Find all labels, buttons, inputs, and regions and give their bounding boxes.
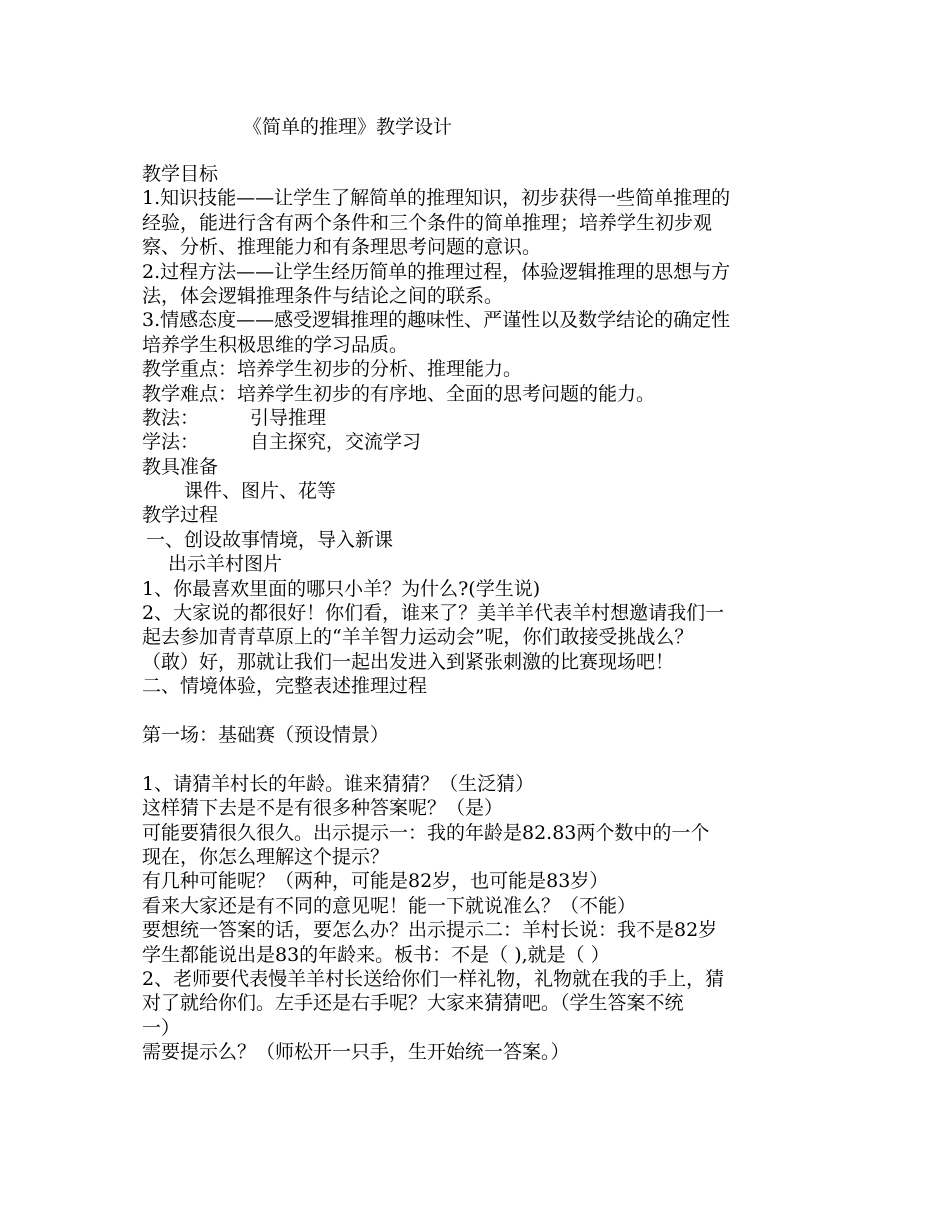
blank-line bbox=[142, 699, 814, 723]
learning-method-label: 学法： bbox=[142, 431, 200, 454]
gift-line-4: 需要提示么？（师松开一只手，生开始统一答案。） bbox=[142, 1041, 570, 1064]
question-2-line-3: （敢）好，那就让我们一起出发进入到紧张刺激的比赛现场吧！ bbox=[142, 650, 675, 673]
objective-2-line-2: 法，体会逻辑推理条件与结论之间的联系。 bbox=[142, 284, 504, 307]
guess-line-2: 这样猜下去是不是有很多种答案呢？（是） bbox=[142, 797, 504, 820]
teaching-method-row bbox=[142, 406, 814, 430]
section-1-heading: 一、创设故事情境，导入新课 bbox=[146, 528, 394, 551]
show-picture-line: 出示羊村图片 bbox=[168, 553, 283, 576]
guess-line-6: 看来大家还是有不同的意见呢！能一下就说准么？（不能） bbox=[142, 894, 637, 917]
gift-line-2: 对了就给你们。左手还是右手呢？大家来猜猜吧。（学生答案不统 bbox=[142, 992, 684, 1015]
teaching-method-value: 引导推理 bbox=[250, 406, 327, 429]
materials-heading: 教具准备 bbox=[142, 455, 219, 478]
guess-line-8: 学生都能说出是83的年龄来。板书：不是（ ),就是（ ） bbox=[142, 943, 610, 966]
question-1: 1、你最喜欢里面的哪只小羊？为什么?(学生说) bbox=[142, 577, 541, 600]
document-title: 《简单的推理》教学设计 bbox=[243, 116, 453, 138]
gift-line-3: 一） bbox=[142, 1016, 181, 1039]
guess-line-3: 可能要猜很久很久。出示提示一：我的年龄是82.83两个数中的一个 bbox=[142, 821, 710, 844]
teaching-method-label: 教法： bbox=[142, 406, 200, 429]
objective-1-line-2: 经验，能进行含有两个条件和三个条件的简单推理；培养学生初步观 bbox=[142, 211, 713, 234]
key-point: 教学重点：培养学生初步的分析、推理能力。 bbox=[142, 358, 523, 381]
difficulty: 教学难点：培养学生初步的有序地、全面的思考问题的能力。 bbox=[142, 382, 656, 405]
gift-line-1: 2、老师要代表慢羊羊村长送给你们一样礼物，礼物就在我的手上，猜 bbox=[142, 967, 725, 990]
guess-line-7: 要想统一答案的话，要怎么办？出示提示二：羊村长说：我不是82岁 bbox=[142, 919, 718, 942]
section-2-heading: 二、情境体验，完整表述推理过程 bbox=[142, 675, 428, 698]
guess-line-1: 1、请猜羊村长的年龄。谁来猜猜？（生泛猜） bbox=[142, 772, 535, 795]
objectives-heading: 教学目标 bbox=[142, 163, 219, 185]
round-1-heading: 第一场：基础赛（预设情景） bbox=[142, 723, 390, 746]
guess-line-4: 现在，你怎么理解这个提示？ bbox=[142, 845, 390, 868]
document-body bbox=[142, 162, 814, 1064]
objective-3-line-1: 3.情感态度——感受逻辑推理的趣味性、严谨性以及数学结论的确定性 bbox=[142, 309, 731, 332]
materials-list: 课件、图片、花等 bbox=[184, 480, 337, 503]
blank-line bbox=[142, 747, 814, 771]
learning-method-row bbox=[142, 430, 814, 454]
learning-method-value: 自主探究，交流学习 bbox=[250, 431, 422, 454]
objective-3-line-2: 培养学生积极思维的学习品质。 bbox=[142, 333, 409, 356]
process-heading: 教学过程 bbox=[142, 504, 219, 527]
objective-1-line-1: 1.知识技能——让学生了解简单的推理知识，初步获得一些简单推理的 bbox=[142, 187, 731, 210]
objective-2-line-1: 2.过程方法——让学生经历简单的推理过程，体验逻辑推理的思想与方 bbox=[142, 260, 731, 283]
guess-line-5: 有几种可能呢？（两种，可能是82岁，也可能是83岁） bbox=[142, 870, 609, 893]
question-2-line-1: 2、大家说的都很好！你们看，谁来了？美羊羊代表羊村想邀请我们一 bbox=[142, 602, 725, 625]
question-2-line-2: 起去参加青青草原上的“羊羊智力运动会”呢，你们敢接受挑战么？ bbox=[142, 626, 694, 649]
objective-1-line-3: 察、分析、推理能力和有条理思考问题的意识。 bbox=[142, 236, 542, 259]
